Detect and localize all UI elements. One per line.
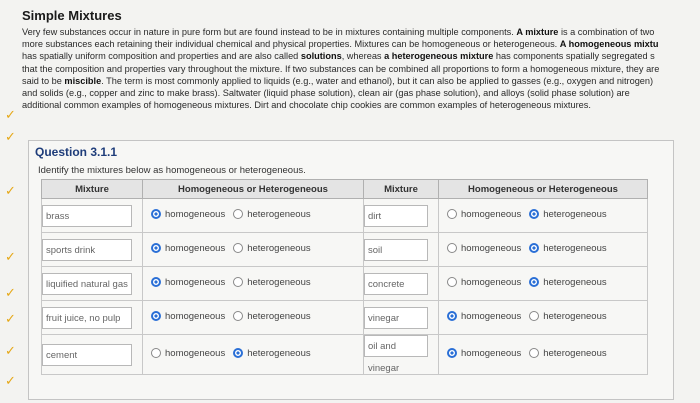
homogeneous-option[interactable] [151,243,225,254]
mixture-name: dirt [364,205,428,227]
mixture-cell [42,199,143,233]
radio-button[interactable] [529,243,539,253]
table-row [42,267,648,301]
question-box [28,140,674,400]
heterogeneous-option[interactable] [233,277,310,288]
homogeneous-option[interactable] [151,348,225,359]
choice-cell [439,199,648,233]
table-row [42,301,648,335]
radio-button[interactable] [233,209,243,219]
mixture-name: fruit juice, no pulp [42,307,132,329]
mixture-name: oil and vinegar [364,335,428,357]
header-mixture-right: Mixture [364,180,439,199]
option-label: heterogeneous [543,310,607,322]
option-label: homogeneous [461,310,522,322]
radio-button[interactable] [233,348,243,358]
option-label: homogeneous [461,208,522,220]
heterogeneous-option[interactable] [529,311,606,322]
radio-button[interactable] [529,348,539,358]
option-label: homogeneous [165,310,226,322]
homogeneous-option[interactable] [447,243,521,254]
radio-button[interactable] [233,277,243,287]
paragraph-line: Very few substances occur in nature in pure form but are found instead to be in mixtures containing multiple components. A mixture is a combination of two [22,27,655,37]
mixture-cell [364,301,439,335]
radio-button[interactable] [447,311,457,321]
choice-cell [143,301,364,335]
option-label: homogeneous [461,347,522,359]
choice-cell [439,233,648,267]
mixture-cell [42,335,143,375]
homogeneous-option[interactable] [447,311,521,322]
option-label: homogeneous [461,242,522,254]
check-icon: ✓ [5,285,16,300]
paragraph-line: more substances each retaining their individual chemical and physical properties. Mixtures can be homogeneous or heterogeneous. A homogeneous mixtu [22,39,659,50]
paragraph-line: and solids (e.g., copper and zinc to make brass). Saltwater (liquid phase solution), clean air (gas phase solution), and alloys (solid phase solution) are [22,88,630,99]
check-icon: ✓ [5,129,16,144]
choice-cell [143,233,364,267]
option-label: heterogeneous [543,208,607,220]
option-label: heterogeneous [247,347,311,359]
paragraph-line: that the composition and properties vary throughout the mixture. If two substances can be combined all proportions to form a homogeneous mixture, they are [22,63,660,74]
mixture-name: vinegar [364,307,428,329]
radio-button[interactable] [151,348,161,358]
table-header-row [42,180,648,199]
radio-button[interactable] [447,243,457,253]
check-icon: ✓ [5,107,16,122]
heterogeneous-option[interactable] [529,209,606,220]
header-type-right: Homogeneous or Heterogeneous [439,180,648,199]
heterogeneous-option[interactable] [233,311,310,322]
homogeneous-option[interactable] [151,311,225,322]
radio-button[interactable] [151,209,161,219]
radio-button[interactable] [447,209,457,219]
option-label: homogeneous [165,242,226,254]
check-icon: ✓ [5,183,16,198]
page-title: Simple Mixtures [22,8,122,23]
check-icon: ✓ [5,343,16,358]
option-label: heterogeneous [543,276,607,288]
radio-button[interactable] [151,243,161,253]
radio-button[interactable] [529,277,539,287]
header-mixture-left: Mixture [42,180,143,199]
choice-cell [143,199,364,233]
heterogeneous-option[interactable] [529,277,606,288]
option-label: heterogeneous [247,208,311,220]
radio-button[interactable] [447,277,457,287]
radio-button[interactable] [151,311,161,321]
option-label: heterogeneous [247,310,311,322]
table-row [42,335,648,375]
heterogeneous-option[interactable] [529,243,606,254]
table-row [42,233,648,267]
mixture-name: cement [42,344,132,366]
option-label: homogeneous [461,276,522,288]
option-label: homogeneous [165,347,226,359]
radio-button[interactable] [233,311,243,321]
paragraph-line: additional common examples of homogeneous mixtures. Dirt and chocolate chip cookies are common examples of heterogeneous mixtures. [22,100,591,111]
mixture-cell [42,301,143,335]
paragraph-line: has spatially uniform composition and properties and are also called solutions, whereas a heterogeneous mixture has components spatially segregated s [22,51,655,62]
intro-paragraph [22,26,694,111]
radio-button[interactable] [151,277,161,287]
mixture-name: soil [364,239,428,261]
homogeneous-option[interactable] [447,277,521,288]
option-label: heterogeneous [247,242,311,254]
question-instruction: Identify the mixtures below as homogeneous or heterogeneous. [38,165,306,176]
option-label: homogeneous [165,276,226,288]
heterogeneous-option[interactable] [233,348,310,359]
left-gutter [0,0,22,403]
option-label: heterogeneous [543,242,607,254]
question-title: Question 3.1.1 [35,145,118,159]
mixture-cell [364,335,439,375]
mixture-name: concrete [364,273,428,295]
choice-cell [143,335,364,375]
header-type-left: Homogeneous or Heterogeneous [143,180,364,199]
table-row [42,199,648,233]
check-icon: ✓ [5,373,16,388]
heterogeneous-option[interactable] [233,243,310,254]
homogeneous-option[interactable] [447,209,521,220]
mixtures-table [41,179,648,375]
check-icon: ✓ [5,311,16,326]
radio-button[interactable] [233,243,243,253]
heterogeneous-option[interactable] [529,348,606,359]
mixture-cell [42,233,143,267]
option-label: heterogeneous [543,347,607,359]
option-label: heterogeneous [247,276,311,288]
radio-button[interactable] [447,348,457,358]
mixture-name: sports drink [42,239,132,261]
mixture-name: liquified natural gas [42,273,132,295]
mixture-cell [364,233,439,267]
choice-cell [439,335,648,375]
check-icon: ✓ [5,249,16,264]
choice-cell [143,267,364,301]
radio-button[interactable] [529,311,539,321]
radio-button[interactable] [529,209,539,219]
choice-cell [439,301,648,335]
content [22,8,694,111]
mixture-cell [42,267,143,301]
homogeneous-option[interactable] [151,277,225,288]
mixture-name: brass [42,205,132,227]
heterogeneous-option[interactable] [233,209,310,220]
choice-cell [439,267,648,301]
mixture-cell [364,267,439,301]
homogeneous-option[interactable] [151,209,225,220]
paragraph-line: said to be miscible. The term is most commonly applied to liquids (e.g., water and ethanol), but it can also be applied to gasses (e.g., oxygen and nitrogen) [22,75,654,86]
homogeneous-option[interactable] [447,348,521,359]
mixture-cell [364,199,439,233]
option-label: homogeneous [165,208,226,220]
